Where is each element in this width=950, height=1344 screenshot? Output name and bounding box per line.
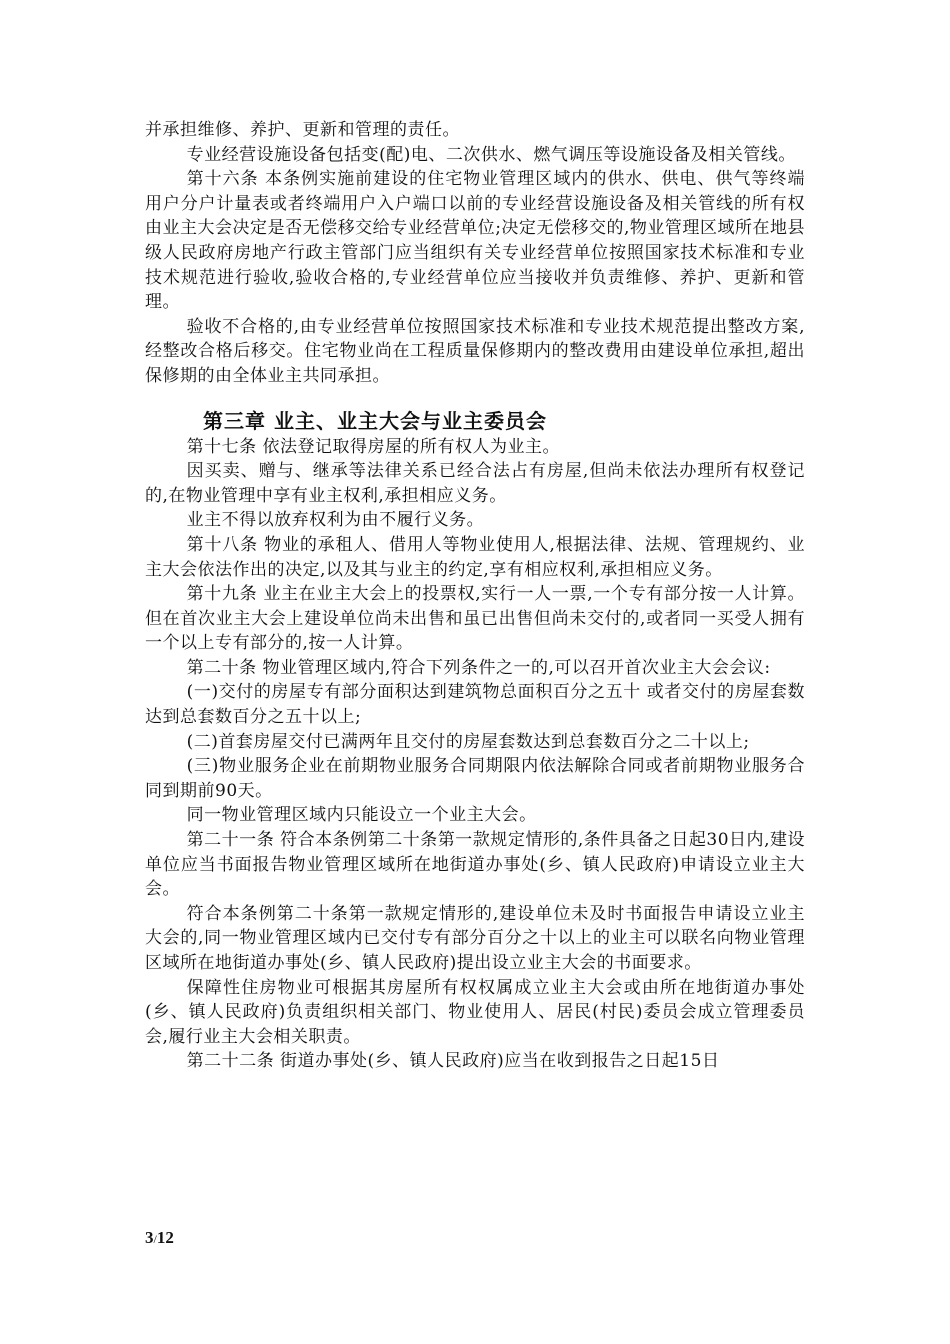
paragraph: 第十七条 依法登记取得房屋的所有权人为业主。 xyxy=(186,436,561,457)
paragraph: 符合本条例第二十条第一款规定情形的,建设单位未及时书面报告申请设立业主大会的,同一物业管理区域内已交付专有部分百分之十以上的业主可以联名向物业管理区域所在地街道办事处(乡、镇人民政府)提出设立业主大会的书面要求。 xyxy=(145,903,805,973)
paragraph: 因买卖、赠与、继承等法律关系已经合法占有房屋,但尚未依法办理所有权登记的,在物业管理中享有业主权利,承担相应义务。 xyxy=(145,461,805,506)
paragraph: 第十九条 业主在业主大会上的投票权,实行一人一票,一个专有部分按一人计算。但在首次业主大会上建设单位尚未出售和虽已出售但尚未交付的,或者同一买受人拥有一个以上专有部分的,按一人计算。 xyxy=(145,584,805,654)
list-item: (一)交付的房屋专有部分面积达到建筑物总面积百分之五十 或者交付的房屋套数达到总套数百分之五十以上; xyxy=(145,682,805,728)
total-pages: 12 xyxy=(156,1228,174,1247)
paragraph: 并承担维修、养护、更新和管理的责任。 xyxy=(145,120,460,140)
document-body xyxy=(145,118,805,1074)
paragraph: 业主不得以放弃权利为由不履行义务。 xyxy=(186,510,485,531)
paragraph: 验收不合格的,由专业经营单位按照国家技术标准和专业技术规范提出整改方案,经整改合格后移交。住宅物业尚在工程质量保修期内的整改费用由建设单位承担,超出保修期的由全体业主共同承担。 xyxy=(145,316,805,386)
paragraph: 第十六条 本条例实施前建设的住宅物业管理区域内的供水、供电、供气等终端用户分户计量表或者终端用户入户端口以前的专业经营设施设备及相关管线的所有权由业主大会决定是否无偿移交给专业经营单位;决定无偿移交的,物业管理区域所在地县级人民政府房地产行政主管部门应当组织有关专业经营单位按照国家技术标准和专业技术规范进行验收,验收合格的,专业经营单位应当接收并负责维修、养护、更新和管理。 xyxy=(145,169,805,313)
paragraph: 第二十二条 街道办事处(乡、镇人民政府)应当在收到报告之日起15日 xyxy=(186,1051,720,1072)
paragraph: 第二十条 物业管理区域内,符合下列条件之一的,可以召开首次业主大会会议: xyxy=(186,657,771,678)
paragraph: 专业经营设施设备包括变(配)电、二次供水、燃气调压等设施设备及相关管线。 xyxy=(186,144,796,165)
current-page: 3 xyxy=(145,1228,154,1247)
paragraph: 第十八条 物业的承租人、借用人等物业使用人,根据法律、法规、管理规约、业主大会依法作出的决定,以及其与业主的约定,享有相应权利,承担相应义务。 xyxy=(145,534,805,580)
chapter-heading: 第三章 业主、业主大会与业主委员会 xyxy=(203,408,547,433)
page-number xyxy=(145,1228,174,1248)
paragraph: 第二十一条 符合本条例第二十条第一款规定情形的,条件具备之日起30日内,建设单位应当书面报告物业管理区域所在地街道办事处(乡、镇人民政府)申请设立业主大会。 xyxy=(145,830,805,900)
page-separator: / xyxy=(153,1232,157,1246)
list-item: (三)物业服务企业在前期物业服务合同期限内依法解除合同或者前期物业服务合同到期前90天。 xyxy=(145,756,805,801)
paragraph: 保障性住房物业可根据其房屋所有权权属成立业主大会或由所在地街道办事处(乡、镇人民政府)负责组织相关部门、物业使用人、居民(村民)委员会成立管理委员会,履行业主大会相关职责。 xyxy=(145,977,805,1047)
list-item: (二)首套房屋交付已满两年且交付的房屋套数达到总套数百分之二十以上; xyxy=(186,731,750,752)
paragraph: 同一物业管理区域内只能设立一个业主大会。 xyxy=(186,805,537,826)
